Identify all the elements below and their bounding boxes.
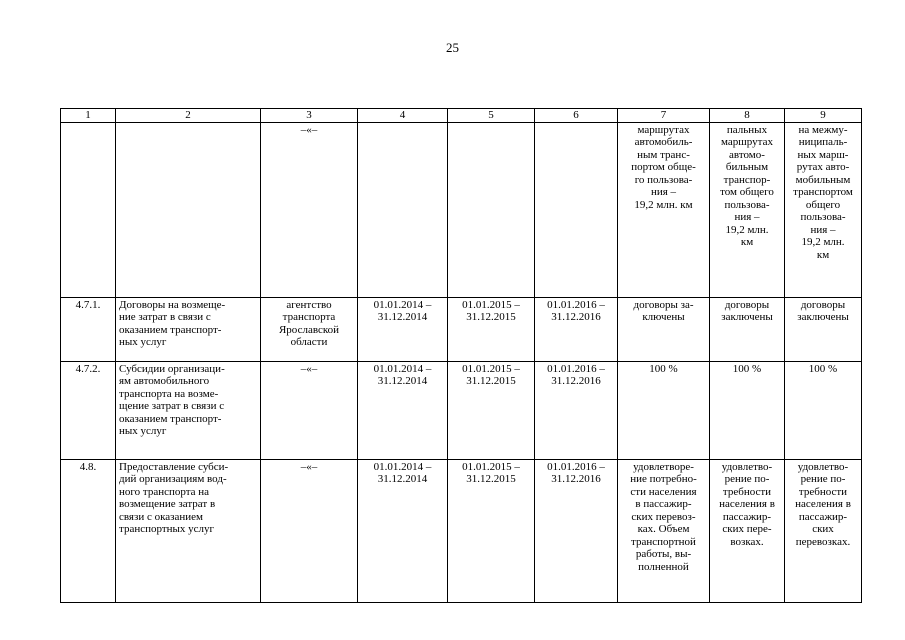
- header-cell-2: 2: [116, 109, 261, 123]
- header-cell-9: 9: [785, 109, 862, 123]
- period-2014-cell: 01.01.2014 – 31.12.2014: [358, 459, 448, 602]
- period-2016-cell: 01.01.2016 – 31.12.2016: [535, 361, 618, 459]
- executor-cell: –«–: [261, 361, 358, 459]
- header-row: [61, 109, 862, 123]
- period-2016-cell: 01.01.2016 – 31.12.2016: [535, 459, 618, 602]
- period-2015-cell: [448, 122, 535, 297]
- table-row: [61, 297, 862, 361]
- measure-name-cell: Субсидии организаци- ям автомобильного транспорта на возме- щение затрат в связи с оказанием транспорт- ных услуг: [116, 361, 261, 459]
- period-2016-cell: 01.01.2016 – 31.12.2016: [535, 297, 618, 361]
- item-number-cell: [61, 122, 116, 297]
- header-cell-4: 4: [358, 109, 448, 123]
- program-table: [60, 108, 862, 603]
- result-2014-cell: договоры за- ключены: [618, 297, 710, 361]
- period-2015-cell: 01.01.2015 – 31.12.2015: [448, 459, 535, 602]
- header-cell-5: 5: [448, 109, 535, 123]
- measure-name-cell: Предоставление субси- дий организациям вод- ного транспорта на возмещение затрат в связи с оказанием транспортных услуг: [116, 459, 261, 602]
- result-2016-cell: договоры заключены: [785, 297, 862, 361]
- result-2016-cell: удовлетво- рение по- требности населения в пассажир- ских перевозках.: [785, 459, 862, 602]
- period-2014-cell: [358, 122, 448, 297]
- result-2016-cell: 100 %: [785, 361, 862, 459]
- executor-cell: агентство транспорта Ярославской области: [261, 297, 358, 361]
- period-2014-cell: 01.01.2014 – 31.12.2014: [358, 297, 448, 361]
- table-row: [61, 122, 862, 297]
- item-number-cell: 4.7.2.: [61, 361, 116, 459]
- period-2015-cell: 01.01.2015 – 31.12.2015: [448, 297, 535, 361]
- result-2014-cell: удовлетворе- ние потребно- сти населения в пассажир- ских перевоз- ках. Объем транспортной работы, вы- полненной: [618, 459, 710, 602]
- period-2014-cell: 01.01.2014 – 31.12.2014: [358, 361, 448, 459]
- result-2015-cell: 100 %: [710, 361, 785, 459]
- measure-name-cell: Договоры на возмеще- ние затрат в связи с оказанием транспорт- ных услуг: [116, 297, 261, 361]
- page-number: 25: [446, 40, 459, 55]
- period-2015-cell: 01.01.2015 – 31.12.2015: [448, 361, 535, 459]
- result-2015-cell: удовлетво- рение по- требности населения в пассажир- ских пере- возках.: [710, 459, 785, 602]
- result-2015-cell: договоры заключены: [710, 297, 785, 361]
- result-2014-cell: 100 %: [618, 361, 710, 459]
- result-2015-cell: пальных маршрутах автомо- бильным транспор- том общего пользова- ния – 19,2 млн. км: [710, 122, 785, 297]
- period-2016-cell: [535, 122, 618, 297]
- header-cell-6: 6: [535, 109, 618, 123]
- executor-cell: –«–: [261, 122, 358, 297]
- measure-name-cell: [116, 122, 261, 297]
- item-number-cell: 4.8.: [61, 459, 116, 602]
- table-row: [61, 361, 862, 459]
- header-cell-1: 1: [61, 109, 116, 123]
- result-2016-cell: на межму- ниципаль- ных марш- рутах авто- мобильным транспортом общего пользова- ния – 19,2 млн. км: [785, 122, 862, 297]
- result-2014-cell: маршрутах автомобиль- ным транс- портом обще- го пользова- ния – 19,2 млн. км: [618, 122, 710, 297]
- table-row: [61, 459, 862, 602]
- header-cell-3: 3: [261, 109, 358, 123]
- header-cell-7: 7: [618, 109, 710, 123]
- executor-cell: –«–: [261, 459, 358, 602]
- item-number-cell: 4.7.1.: [61, 297, 116, 361]
- header-cell-8: 8: [710, 109, 785, 123]
